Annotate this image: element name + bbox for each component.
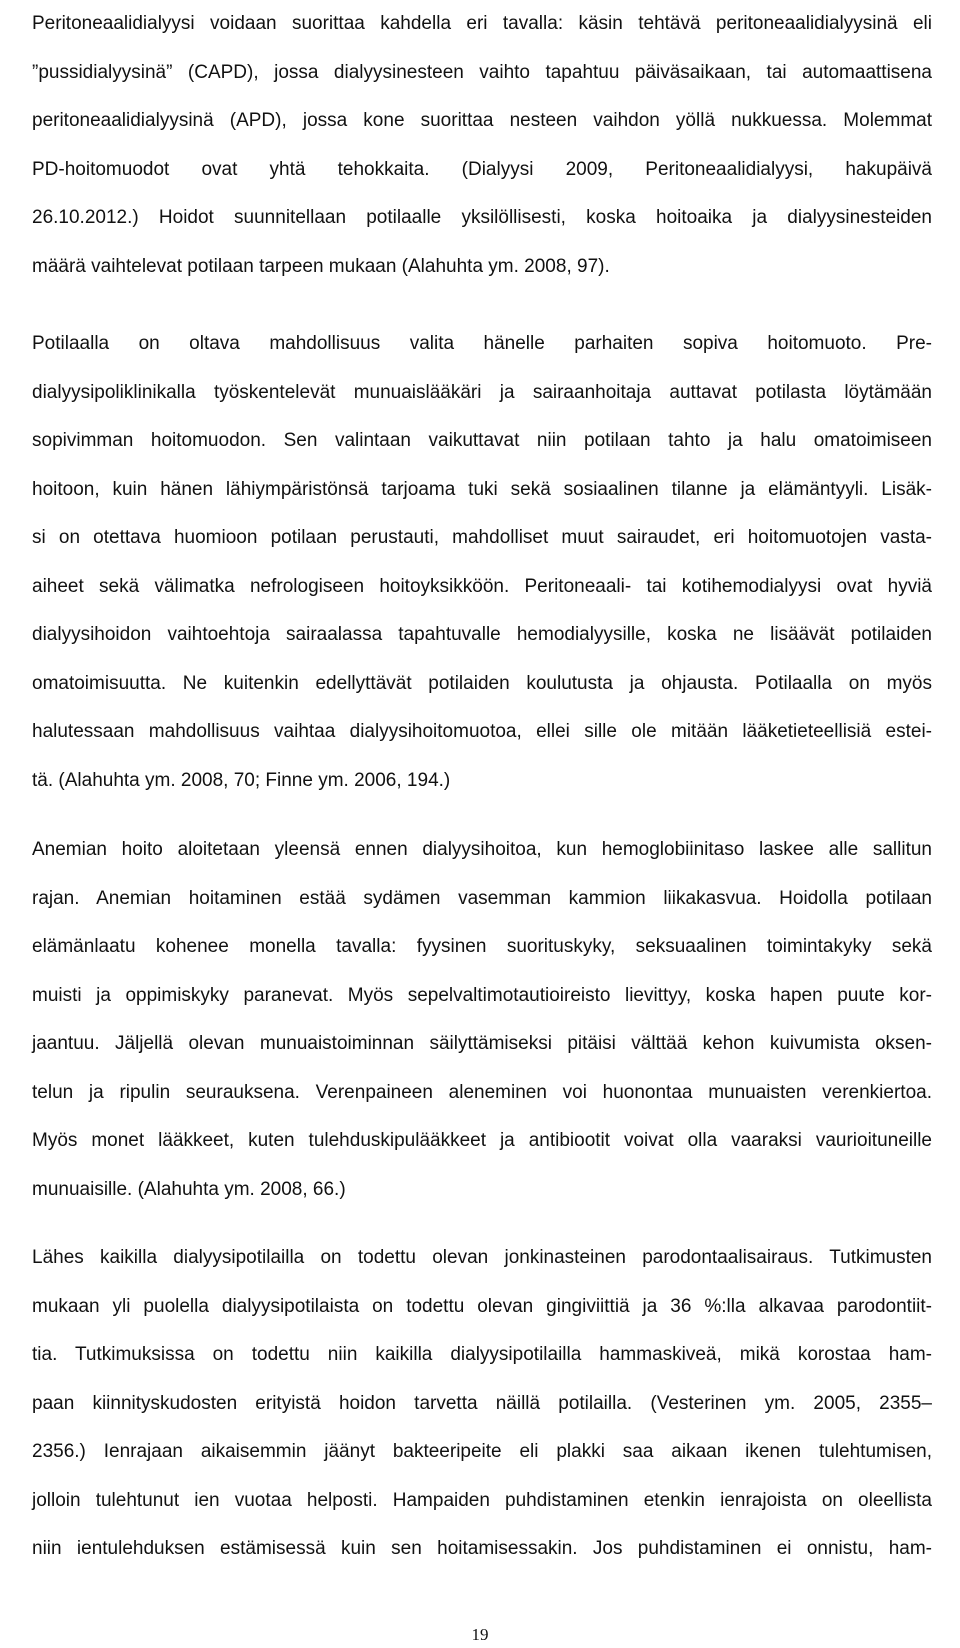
text-line: hoitoon, kuin hänen lähiympäristönsä tarjoama tuki sekä sosiaalinen tilanne ja elämäntyyli. Lisäk-	[32, 478, 932, 500]
text-line: ”pussidialyysinä” (CAPD), jossa dialyysinesteen vaihto tapahtuu päiväsaikaan, tai automaattisena	[32, 61, 932, 83]
text-line: telun ja ripulin seurauksena. Verenpaineen aleneminen voi huonontaa munuaisten verenkiertoa.	[32, 1081, 932, 1103]
paragraph-1	[32, 0, 932, 291]
text-line: peritoneaalidialyysinä (APD), jossa kone suorittaa nesteen vaihdon yöllä nukkuessa. Molemmat	[32, 110, 932, 131]
text-line: paan kiinnityskudosten erityistä hoidon tarvetta näillä potilailla. (Vesterinen ym. 2005, 2355–	[32, 1392, 932, 1414]
text-line: mukaan yli puolella dialyysipotilaista on todettu olevan gingiviittiä ja 36 %:lla alkavaa parodontiit-	[32, 1295, 932, 1317]
text-line: elämänlaatu kohenee monella tavalla: fyysinen suorituskyky, seksuaalinen toimintakyky sekä	[32, 936, 932, 957]
page-number: 19	[471, 1625, 489, 1644]
text-line: jolloin tulehtunut ien vuotaa helposti. Hampaiden puhdistaminen etenkin ienrajoista on oleellista	[32, 1489, 932, 1511]
text-line: dialyysipoliklinikalla työskentelevät munuaislääkäri ja sairaanhoitaja auttavat potilasta löytämään	[32, 381, 932, 403]
text-line: halutessaan mahdollisuus vaihtaa dialyysihoitomuotoa, ellei sille ole mitään lääketieteellisiä estei-	[32, 721, 932, 742]
text-line: sopivimman hoitomuodon. Sen valintaan vaikuttavat niin potilaan tahto ja halu omatoimiseen	[32, 430, 932, 451]
paragraph-2	[32, 320, 932, 805]
text-line: PD-hoitomuodot ovat yhtä tehokkaita. (Dialyysi 2009, Peritoneaalidialyysi, hakupäivä	[32, 158, 932, 180]
paragraph-4	[32, 1234, 932, 1574]
text-line: Peritoneaalidialyysi voidaan suorittaa kahdella eri tavalla: käsin tehtävä peritoneaalidialyysinä eli	[32, 13, 932, 34]
text-line: munuaisille. (Alahuhta ym. 2008, 66.)	[32, 1178, 346, 1200]
text-line: Anemian hoito aloitetaan yleensä ennen dialyysihoitoa, kun hemoglobiinitaso laskee alle sallitun	[32, 839, 932, 860]
text-line: aiheet sekä välimatka nefrologiseen hoitoyksikköön. Peritoneaali- tai kotihemodialyysi ovat hyviä	[32, 575, 932, 597]
text-line: Lähes kaikilla dialyysipotilailla on todettu olevan jonkinasteinen parodontaalisairaus. Tutkimusten	[32, 1247, 932, 1268]
text-line: 26.10.2012.) Hoidot suunnitellaan potilaalle yksilöllisesti, koska hoitoaika ja dialyysinesteiden	[32, 207, 932, 228]
text-line: dialyysihoidon vaihtoehtoja sairaalassa tapahtuvalle hemodialyysille, koska ne lisäävät potilaiden	[32, 624, 932, 645]
text-line: tia. Tutkimuksissa on todettu niin kaikilla dialyysipotilailla hammaskiveä, mikä korostaa ham-	[32, 1344, 932, 1365]
paragraph-3	[32, 826, 932, 1214]
text-line: niin ientulehduksen estämisessä kuin sen hoitamisessakin. Jos puhdistaminen ei onnistu, ham-	[32, 1538, 932, 1559]
text-line: 2356.) Ienrajaan aikaisemmin jäänyt bakteeripeite eli plakki saa aikaan ikenen tulehtumisen,	[32, 1441, 932, 1462]
text-line: omatoimisuutta. Ne kuitenkin edellyttävät potilaiden koulutusta ja ohjausta. Potilaalla on myös	[32, 672, 932, 694]
text-line: rajan. Anemian hoitaminen estää sydämen vasemman kammion liikakasvua. Hoidolla potilaan	[32, 887, 932, 909]
text-line: jaantuu. Jäljellä olevan munuaistoiminnan säilyttämiseksi pitäisi välttää kehon kuivumista oksen-	[32, 1033, 932, 1054]
text-line: määrä vaihtelevat potilaan tarpeen mukaan (Alahuhta ym. 2008, 97).	[32, 255, 610, 277]
text-line: Potilaalla on oltava mahdollisuus valita hänelle parhaiten sopiva hoitomuoto. Pre-	[32, 333, 932, 354]
text-line: tä. (Alahuhta ym. 2008, 70; Finne ym. 2006, 194.)	[32, 769, 451, 791]
text-line: si on otettava huomioon potilaan perustauti, mahdolliset muut sairaudet, eri hoitomuotojen vasta-	[32, 527, 932, 548]
text-line: Myös monet lääkkeet, kuten tulehduskipulääkkeet ja antibiootit voivat olla vaaraksi vaurioituneille	[32, 1130, 932, 1151]
text-line: muisti ja oppimiskyky paranevat. Myös sepelvaltimotautioireisto lievittyy, koska hapen puute kor-	[32, 984, 932, 1006]
